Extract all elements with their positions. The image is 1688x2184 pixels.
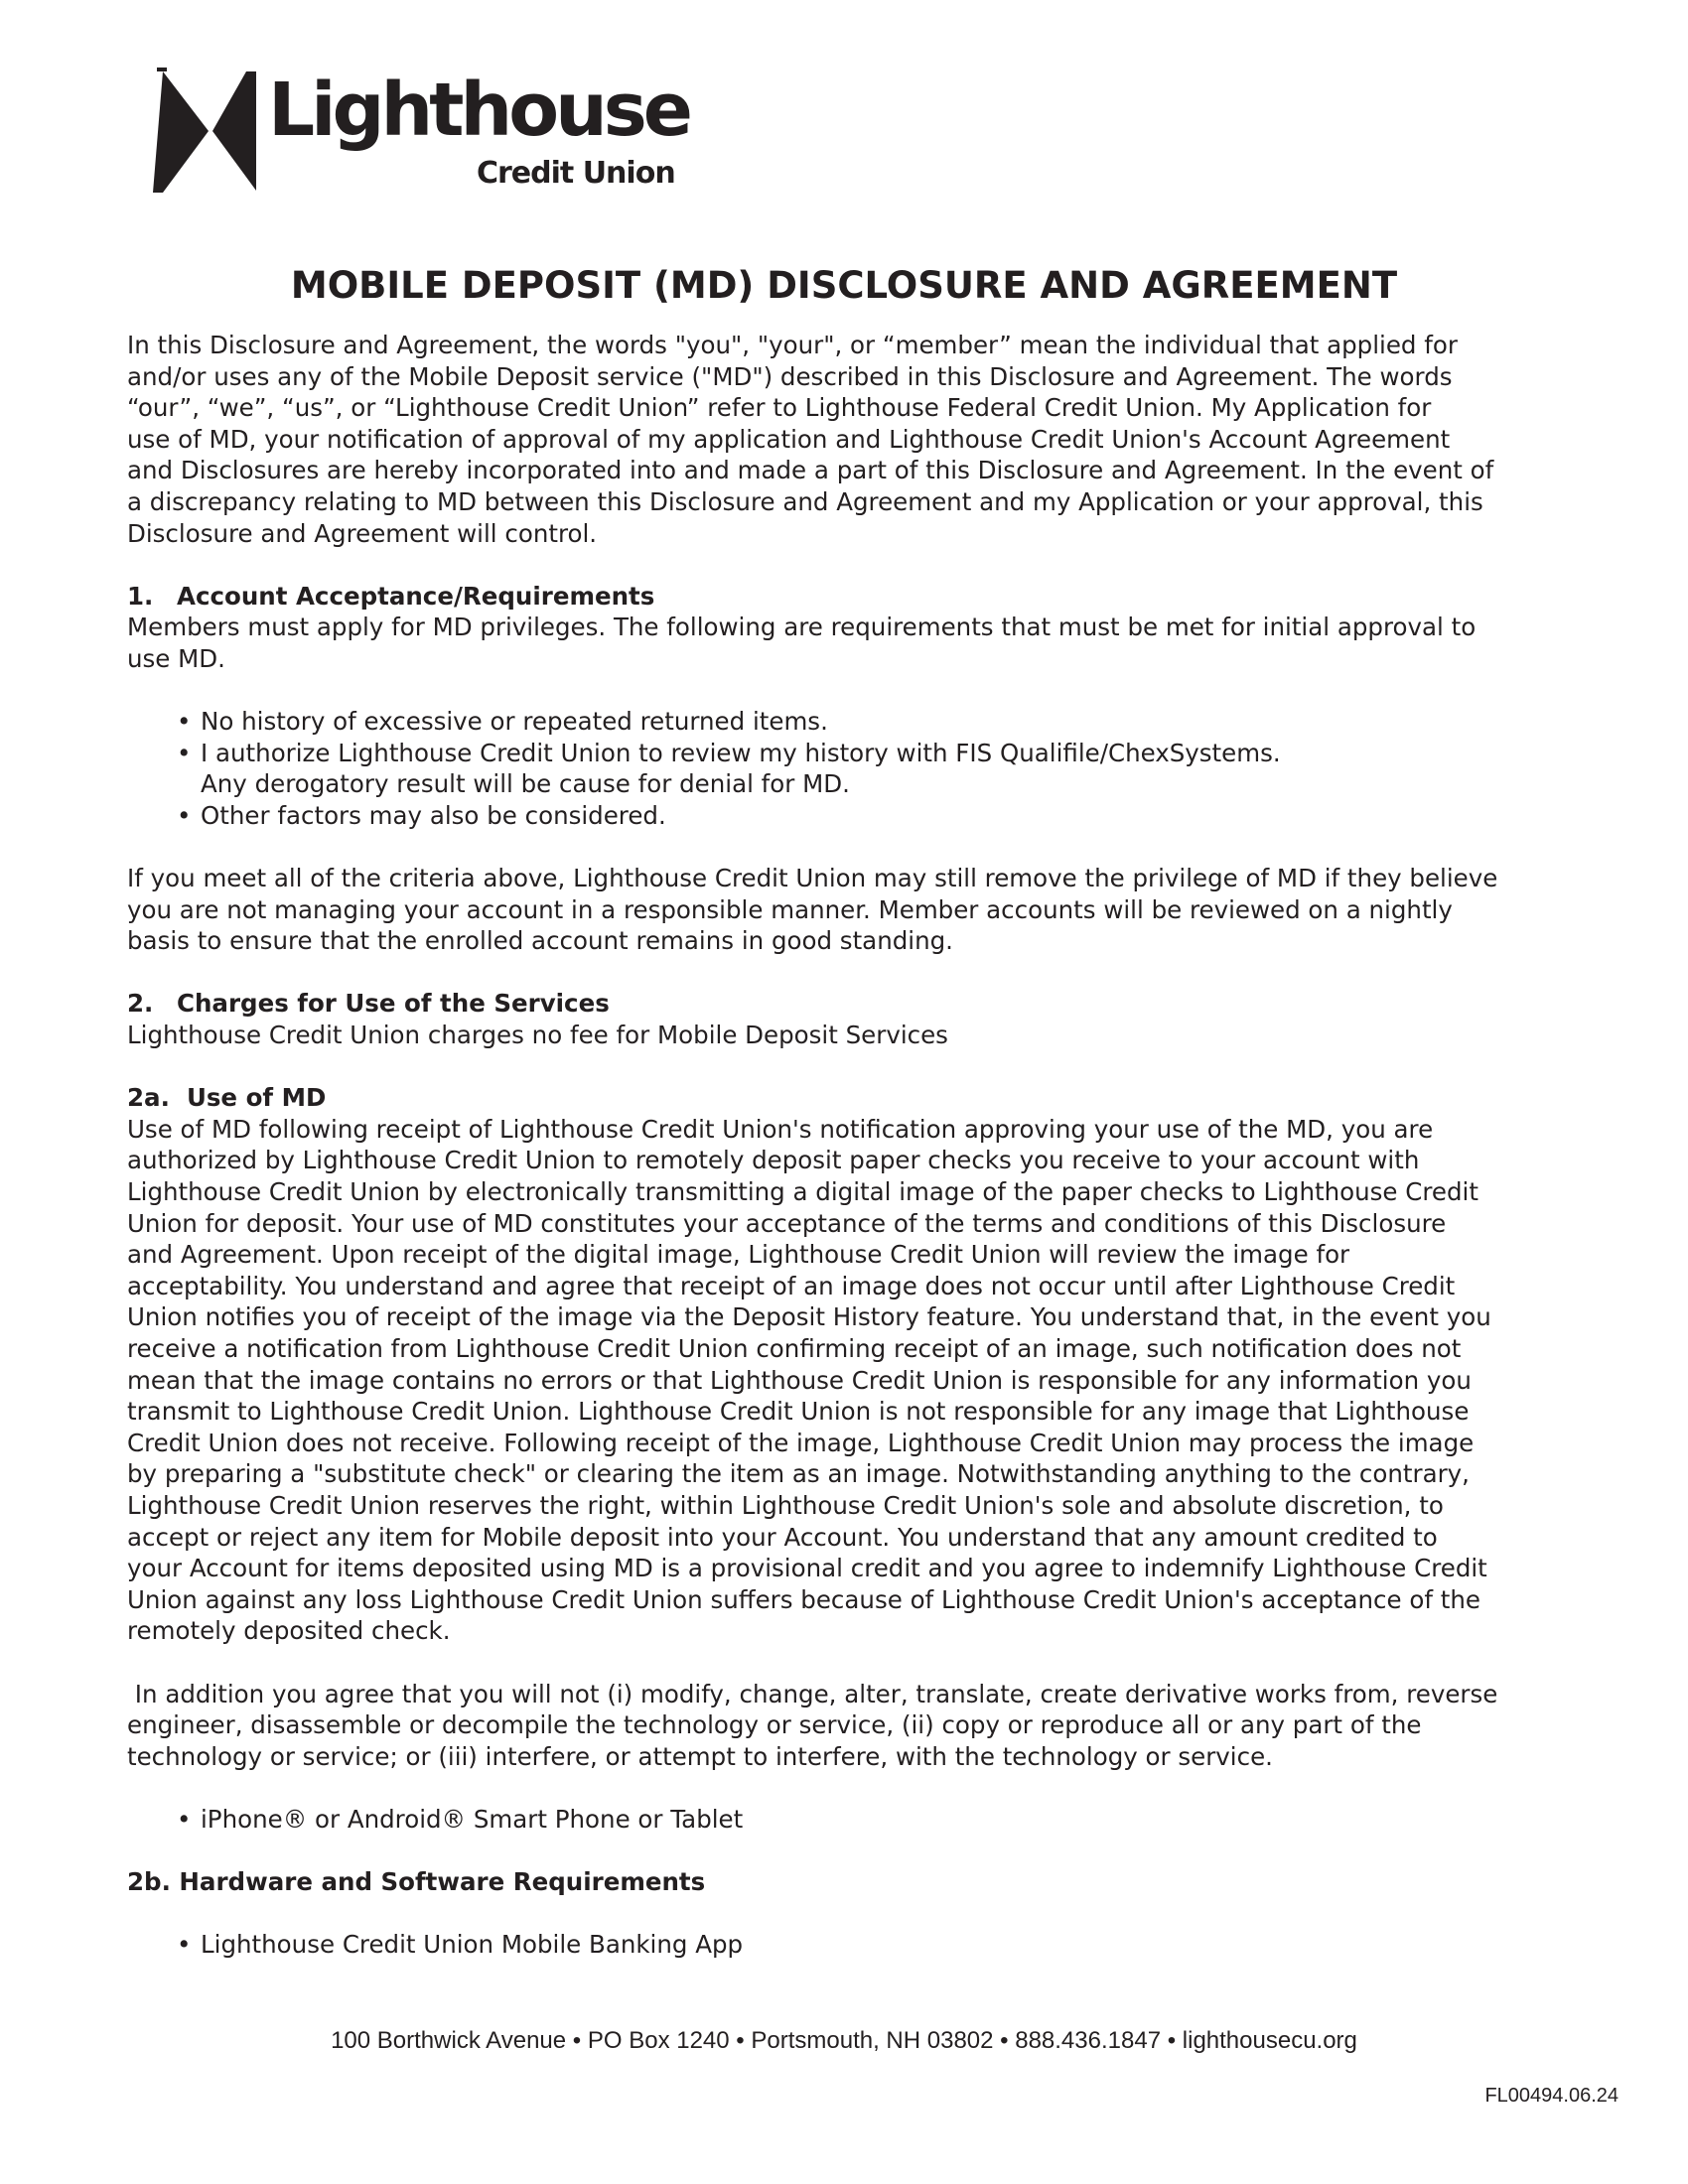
list-item-continuation: Any derogatory result will be cause for denial for MD. — [201, 769, 850, 799]
section-1-after-line: basis to ensure that the enrolled account remains in good standing. — [127, 926, 953, 956]
bullet-glyph: • — [177, 1930, 192, 1960]
footer-address: 100 Borthwick Avenue • PO Box 1240 • Portsmouth, NH 03802 • 888.436.1847 • lighthousecu.org — [331, 2027, 1357, 2054]
bullet-glyph: • — [177, 1804, 192, 1834]
list-item: • No history of excessive or repeated returned items. — [177, 707, 828, 737]
form-code: FL00494.06.24 — [1484, 2085, 1618, 2107]
section-1-line: Members must apply for MD privileges. The following are requirements that must be met for initial approval to — [127, 613, 1477, 642]
list-item: • iPhone® or Android® Smart Phone or Tablet — [177, 1804, 744, 1834]
section-1-title: Account Acceptance/Requirements — [177, 581, 655, 611]
bullet-glyph: • — [177, 800, 192, 830]
intro-line: a discrepancy relating to MD between this Disclosure and Agreement and my Application or your approval, this — [127, 486, 1483, 516]
intro-line: and/or uses any of the Mobile Deposit service ("MD") described in this Disclosure and Agreement. The words — [127, 361, 1453, 391]
section-1-heading — [127, 581, 1567, 613]
section-2-title: Charges for Use of the Services — [177, 989, 610, 1019]
intro-line: “our”, “we”, “us”, or “Lighthouse Credit Union” refer to Lighthouse Federal Credit Union. My Application for — [127, 393, 1432, 423]
section-2a-addition-paragraph: In addition you agree that you will not (i) modify, change, alter, translate, create derivative works from, reverse engineer, disassemble or decompile the technology or service, (ii) copy or reproduce all or any part of the technology or service; or (iii) interfere, or attempt to interfere, with the technology or service. — [127, 1679, 1498, 1771]
list-item: • Lighthouse Credit Union Mobile Banking App — [177, 1930, 744, 1960]
document-body — [127, 330, 1567, 1961]
section-2b-requirements-list — [127, 1929, 1567, 1961]
section-2-text: Lighthouse Credit Union charges no fee for Mobile Deposit Services — [127, 1021, 948, 1050]
intro-line: In this Disclosure and Agreement, the words "you", "your", or “member” mean the individual that applied for — [127, 331, 1458, 359]
section-2-number: 2. — [127, 989, 154, 1019]
list-item: • I authorize Lighthouse Credit Union to review my history with FIS Qualifile/ChexSystems. Any derogatory result will be cause for denial for MD. — [177, 738, 1281, 799]
logo-subtitle: Credit Union — [477, 156, 675, 191]
section-1-requirements-list — [127, 706, 1567, 831]
lighthouse-beam-mark-icon — [149, 68, 260, 195]
bullet-glyph: • — [177, 707, 192, 737]
section-2a-device-list — [127, 1804, 1567, 1836]
section-1-line: use MD. — [127, 643, 225, 673]
section-2b-heading: 2b. Hardware and Software Requirements — [127, 1867, 706, 1897]
intro-line: and Disclosures are hereby incorporated into and made a part of this Disclosure and Agreement. In the event of — [127, 456, 1494, 485]
section-1-after-line: If you meet all of the criteria above, Lighthouse Credit Union may still remove the privilege of MD if they believe — [127, 864, 1498, 893]
document-title: MOBILE DEPOSIT (MD) DISCLOSURE AND AGREEMENT — [290, 264, 1398, 307]
logo-wordmark: Lighthouse — [268, 68, 689, 153]
section-2a-heading: 2a. Use of MD — [127, 1083, 327, 1113]
intro-line: Disclosure and Agreement will control. — [127, 518, 598, 548]
list-item: • Other factors may also be considered. — [177, 800, 666, 830]
bullet-glyph: • — [177, 738, 192, 767]
section-1-number: 1. — [127, 581, 154, 611]
intro-line: use of MD, your notification of approval of my application and Lighthouse Credit Union's Account Agreement — [127, 424, 1451, 454]
section-1-after-line: you are not managing your account in a responsible manner. Member accounts will be reviewed on a nightly — [127, 894, 1453, 924]
intro-paragraph — [127, 330, 1567, 549]
section-2a-paragraph: Use of MD following receipt of Lighthouse Credit Union's notification approving your use of the MD, you are authorized by Lighthouse Credit Union to remotely deposit paper checks you receive to your account with Lighthouse Credit Union by electronically transmitting a digital image of the paper checks to Lighthouse Credit Union for deposit. Your use of MD constitutes your acceptance of the terms and conditions of this Disclosure and Agreement. Upon receipt of the digital image, Lighthouse Credit Union will review the image for acceptability. You understand and agree that receipt of an image does not occur until after Lighthouse Credit Union notifies you of receipt of the image via the Deposit History feature. You understand that, in the event you receive a notification from Lighthouse Credit Union confirming receipt of an image, such notification does not mean that the image contains no errors or that Lighthouse Credit Union is responsible for any information you transmit to Lighthouse Credit Union. Lighthouse Credit Union is not responsible for any image that Lighthouse Credit Union does not receive. Following receipt of the image, Lighthouse Credit Union may process the image by preparing a "substitute check" or clearing the item as an image. Notwithstanding anything to the contrary, Lighthouse Credit Union reserves the right, within Lighthouse Credit Union's sole and absolute discretion, to accept or reject any item for Mobile deposit into your Account. You understand that any amount credited to your Account for items deposited using MD is a provisional credit and you agree to indemnify Lighthouse Credit Union against any loss Lighthouse Credit Union suffers because of Lighthouse Credit Union's acceptance of the remotely deposited check. — [127, 1114, 1491, 1646]
lighthouse-logo — [149, 68, 689, 197]
section-2-heading — [127, 988, 1567, 1020]
